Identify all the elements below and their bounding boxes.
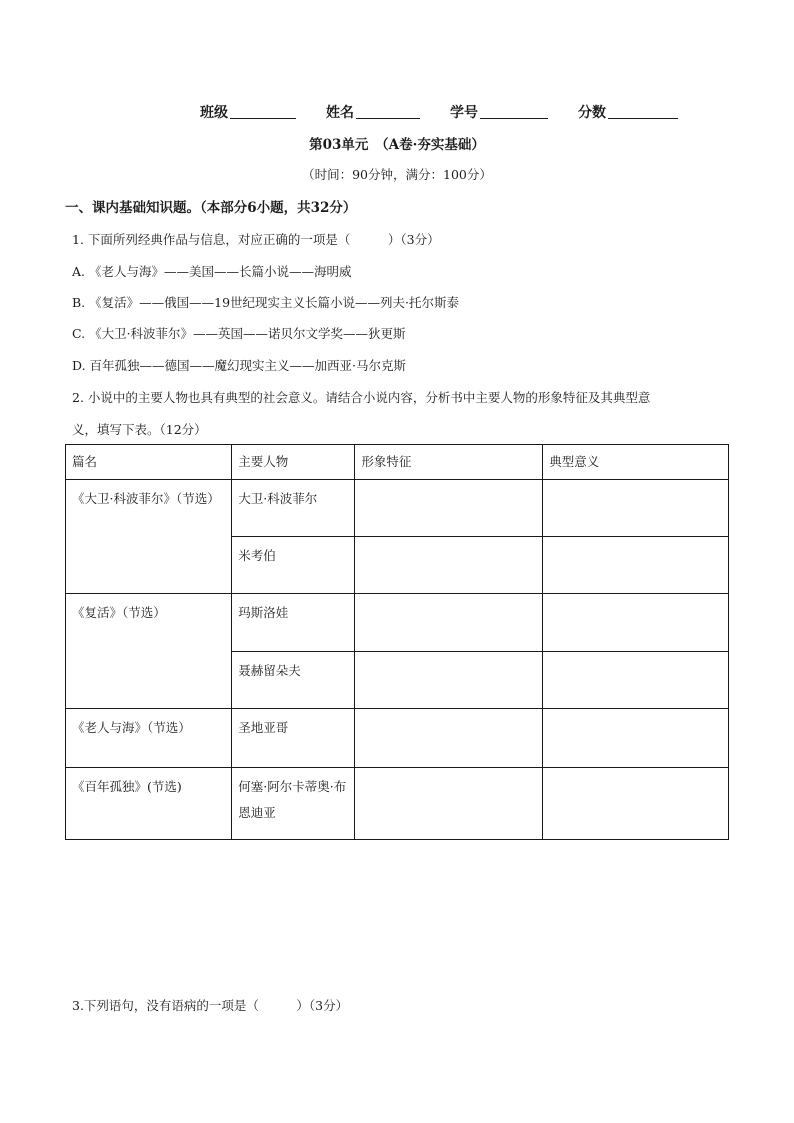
- traits-answer-cell[interactable]: [355, 768, 543, 840]
- header-work: 篇名: [66, 445, 232, 480]
- class-label: 班级: [200, 105, 228, 121]
- traits-answer-cell[interactable]: [355, 537, 543, 594]
- table-row: [66, 768, 729, 840]
- section-1-title: 一、课内基础知识题。（本部分6小题，共32分）: [65, 200, 357, 216]
- question-1-stem: 1. 下面所列经典作品与信息，对应正确的一项是（ ）（3分）: [72, 232, 440, 247]
- header-traits: 形象特征: [355, 445, 543, 480]
- character-cell: 圣地亚哥: [232, 709, 355, 768]
- table-row: [66, 594, 729, 652]
- significance-answer-cell[interactable]: [543, 594, 729, 652]
- character-cell: 聂赫留朵夫: [232, 652, 355, 709]
- question-2-stem-line-1: 2. 小说中的主要人物也具有典型的社会意义。请结合小说内容，分析书中主要人物的形象特征及其典型意: [72, 390, 651, 405]
- character-cell: 何塞·阿尔卡蒂奥·布恩迪亚: [232, 768, 355, 840]
- unit-title: 第03单元 （A卷·夯实基础）: [309, 137, 485, 153]
- significance-answer-cell[interactable]: [543, 709, 729, 768]
- header-significance: 典型意义: [543, 445, 729, 480]
- traits-answer-cell[interactable]: [355, 480, 543, 537]
- table-row: [66, 709, 729, 768]
- work-cell: 《大卫·科波菲尔》（节选）: [66, 480, 232, 594]
- table-row: [66, 480, 729, 537]
- significance-answer-cell[interactable]: [543, 537, 729, 594]
- question-3-stem: 3.下列语句，没有语病的一项是（ ）（3分）: [72, 998, 349, 1013]
- work-cell: 《老人与海》（节选）: [66, 709, 232, 768]
- student-id-label: 学号: [450, 105, 478, 121]
- header-character: 主要人物: [232, 445, 355, 480]
- exam-time-info: （时间：90分钟，满分：100分）: [302, 167, 492, 182]
- traits-answer-cell[interactable]: [355, 709, 543, 768]
- name-label: 姓名: [326, 105, 354, 121]
- name-blank[interactable]: [356, 117, 420, 119]
- traits-answer-cell[interactable]: [355, 594, 543, 652]
- score-blank[interactable]: [608, 117, 678, 119]
- character-analysis-table: [65, 444, 729, 840]
- significance-answer-cell[interactable]: [543, 480, 729, 537]
- student-info-fields: [200, 100, 680, 122]
- question-2-stem-line-2: 义，填写下表。（12分）: [72, 422, 207, 437]
- score-field[interactable]: [578, 102, 678, 122]
- question-1-option-b[interactable]: B. 《复活》——俄国——19世纪现实主义长篇小说——列夫·托尔斯泰: [72, 295, 460, 310]
- traits-answer-cell[interactable]: [355, 652, 543, 709]
- student-id-field[interactable]: [450, 102, 548, 122]
- question-1-option-c[interactable]: C. 《大卫·科波菲尔》——英国——诺贝尔文学奖——狄更斯: [72, 326, 406, 341]
- name-field[interactable]: [326, 102, 420, 122]
- class-field[interactable]: [200, 102, 296, 122]
- score-label: 分数: [578, 105, 606, 121]
- significance-answer-cell[interactable]: [543, 652, 729, 709]
- character-cell: 米考伯: [232, 537, 355, 594]
- character-cell: 大卫·科波菲尔: [232, 480, 355, 537]
- work-cell: 《复活》（节选）: [66, 594, 232, 709]
- significance-answer-cell[interactable]: [543, 768, 729, 840]
- character-cell: 玛斯洛娃: [232, 594, 355, 652]
- question-1-option-a[interactable]: A. 《老人与海》——美国——长篇小说——海明威: [72, 264, 352, 279]
- class-blank[interactable]: [230, 117, 296, 119]
- table-header-row: [66, 445, 729, 480]
- student-id-blank[interactable]: [480, 117, 548, 119]
- work-cell: 《百年孤独》(节选): [66, 768, 232, 840]
- question-1-option-d[interactable]: D. 百年孤独——德国——魔幻现实主义——加西亚·马尔克斯: [72, 358, 406, 373]
